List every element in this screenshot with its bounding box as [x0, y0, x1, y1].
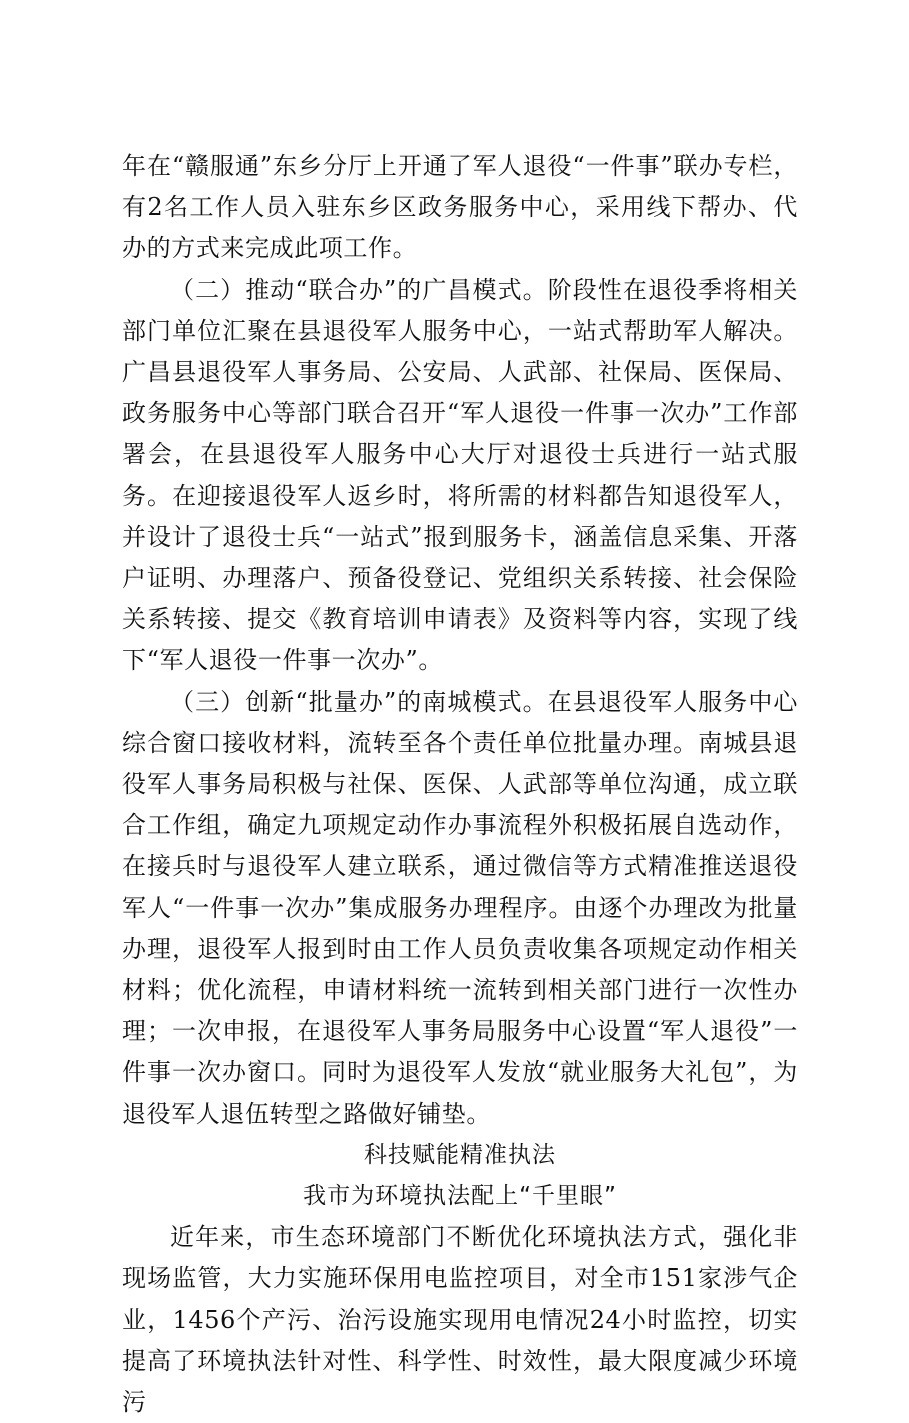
paragraph-continuation: 年在“赣服通”东乡分厅上开通了军人退役“一件事”联办专栏，有2名工作人员入驻东乡区政务服务中心，采用线下帮办、代办的方式来完成此项工作。: [122, 152, 798, 263]
document-page: [122, 146, 798, 1423]
paragraph-section-two: （二）推动“联合办”的广昌模式。阶段性在退役季将相关部门单位汇聚在县退役军人服务中心，一站式帮助军人解决。广昌县退役军人事务局、公安局、人武部、社保局、医保局、政务服务中心等部门联合召开“军人退役一件事一次办”工作部署会，在县退役军人服务中心大厅对退役士兵进行一站式服务。在迎接退役军人返乡时，将所需的材料都告知退役军人，并设计了退役士兵“一站式”报到服务卡，涵盖信息采集、开落户证明、办理落户、预备役登记、党组织关系转接、社会保险关系转接、提交《教育培训申请表》及资料等内容，实现了线下“军人退役一件事一次办”。: [122, 275, 798, 675]
article-body-paragraph: 近年来，市生态环境部门不断优化环境执法方式，强化非现场监管，大力实施环保用电监控项目，对全市151家涉气企业，1456个产污、治污设施实现用电情况24小时监控，切实提高了环境执法针对性、科学性、时效性，最大限度减少环境污: [122, 1223, 798, 1417]
paragraph-section-three: （三）创新“批量办”的南城模式。在县退役军人服务中心综合窗口接收材料，流转至各个责任单位批量办理。南城县退役军人事务局积极与社保、医保、人武部等单位沟通，成立联合工作组，确定九项规定动作办事流程外积极拓展自选动作，在接兵时与退役军人建立联系，通过微信等方式精准推送退役军人“一件事一次办”集成服务办理程序。由逐个办理改为批量办理，退役军人报到时由工作人员负责收集各项规定动作相关材料；优化流程，申请材料统一流转到相关部门进行一次性办理；一次申报，在退役军人事务局服务中心设置“军人退役”一件事一次办窗口。同时为退役军人发放“就业服务大礼包”，为退役军人退伍转型之路做好铺垫。: [122, 687, 798, 1128]
article-subtitle: 我市为环境执法配上“千里眼”: [303, 1183, 617, 1210]
article-title: 科技赋能精准执法: [364, 1141, 556, 1168]
